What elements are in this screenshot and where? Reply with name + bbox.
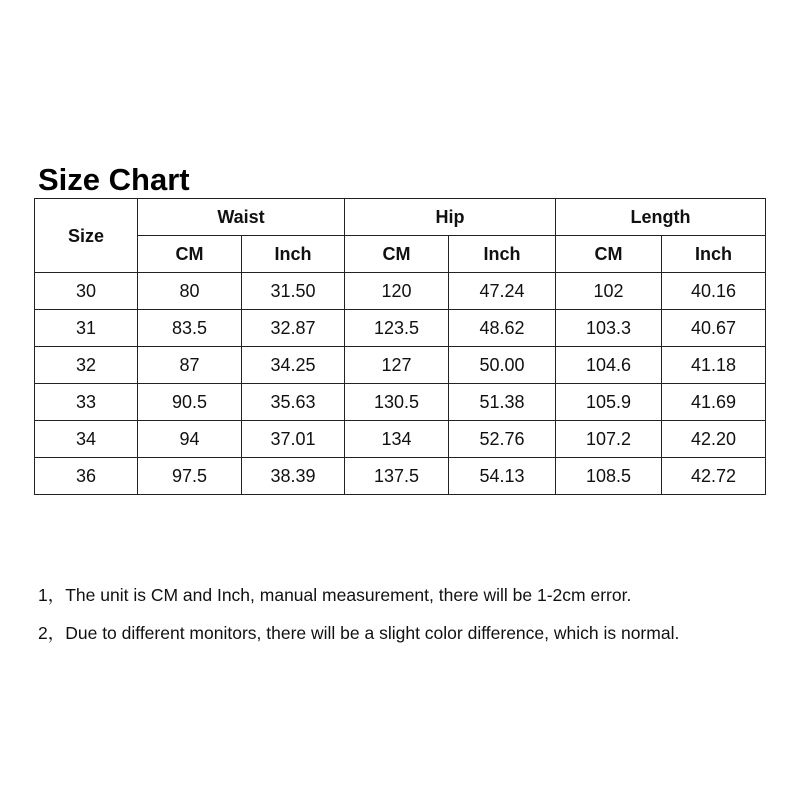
size-cell: 32: [35, 347, 138, 384]
table-row: [35, 384, 766, 421]
hip-inch-cell: 50.00: [449, 347, 556, 384]
size-cell: 30: [35, 273, 138, 310]
hip-cm-cell: 120: [345, 273, 449, 310]
hip-cm-cell: 130.5: [345, 384, 449, 421]
length-inch-cell: 40.16: [662, 273, 766, 310]
waist-inch-cell: 37.01: [242, 421, 345, 458]
length-inch-cell: 42.20: [662, 421, 766, 458]
size-cell: 31: [35, 310, 138, 347]
length-cm-cell: 103.3: [556, 310, 662, 347]
waist-cm-cell: 87: [138, 347, 242, 384]
size-chart-table: [34, 198, 766, 495]
length-inch-cell: 40.67: [662, 310, 766, 347]
page-title: Size Chart: [38, 162, 190, 197]
table-row: [35, 421, 766, 458]
size-cell: 33: [35, 384, 138, 421]
waist-inch-cell: 31.50: [242, 273, 345, 310]
hip-group-header: Hip: [345, 199, 556, 236]
waist-inch-header: Inch: [242, 236, 345, 273]
waist-cm-cell: 90.5: [138, 384, 242, 421]
table-header-row-groups: [35, 199, 766, 236]
size-cell: 34: [35, 421, 138, 458]
table-row: [35, 273, 766, 310]
hip-inch-cell: 52.76: [449, 421, 556, 458]
hip-inch-cell: 48.62: [449, 310, 556, 347]
waist-cm-cell: 97.5: [138, 458, 242, 495]
waist-cm-cell: 83.5: [138, 310, 242, 347]
length-cm-cell: 104.6: [556, 347, 662, 384]
length-cm-header: CM: [556, 236, 662, 273]
length-group-header: Length: [556, 199, 766, 236]
waist-inch-cell: 34.25: [242, 347, 345, 384]
waist-cm-cell: 80: [138, 273, 242, 310]
hip-inch-header: Inch: [449, 236, 556, 273]
note-measurement: 1，The unit is CM and Inch, manual measurement, there will be 1-2cm error.: [38, 585, 632, 605]
size-cell: 36: [35, 458, 138, 495]
length-inch-cell: 41.18: [662, 347, 766, 384]
waist-inch-cell: 32.87: [242, 310, 345, 347]
length-inch-header: Inch: [662, 236, 766, 273]
hip-cm-cell: 134: [345, 421, 449, 458]
length-cm-cell: 102: [556, 273, 662, 310]
hip-cm-cell: 137.5: [345, 458, 449, 495]
waist-cm-header: CM: [138, 236, 242, 273]
table-row: [35, 310, 766, 347]
size-column-header: Size: [35, 199, 138, 273]
length-cm-cell: 108.5: [556, 458, 662, 495]
hip-inch-cell: 47.24: [449, 273, 556, 310]
hip-cm-header: CM: [345, 236, 449, 273]
table-header-row-units: [35, 236, 766, 273]
hip-inch-cell: 51.38: [449, 384, 556, 421]
waist-cm-cell: 94: [138, 421, 242, 458]
hip-cm-cell: 123.5: [345, 310, 449, 347]
waist-group-header: Waist: [138, 199, 345, 236]
table-row: [35, 347, 766, 384]
waist-inch-cell: 35.63: [242, 384, 345, 421]
length-cm-cell: 105.9: [556, 384, 662, 421]
length-inch-cell: 42.72: [662, 458, 766, 495]
hip-cm-cell: 127: [345, 347, 449, 384]
length-cm-cell: 107.2: [556, 421, 662, 458]
hip-inch-cell: 54.13: [449, 458, 556, 495]
table-row: [35, 458, 766, 495]
waist-inch-cell: 38.39: [242, 458, 345, 495]
length-inch-cell: 41.69: [662, 384, 766, 421]
note-color: 2，Due to different monitors, there will be a slight color difference, which is normal.: [38, 623, 680, 643]
notes-section: [38, 576, 778, 652]
